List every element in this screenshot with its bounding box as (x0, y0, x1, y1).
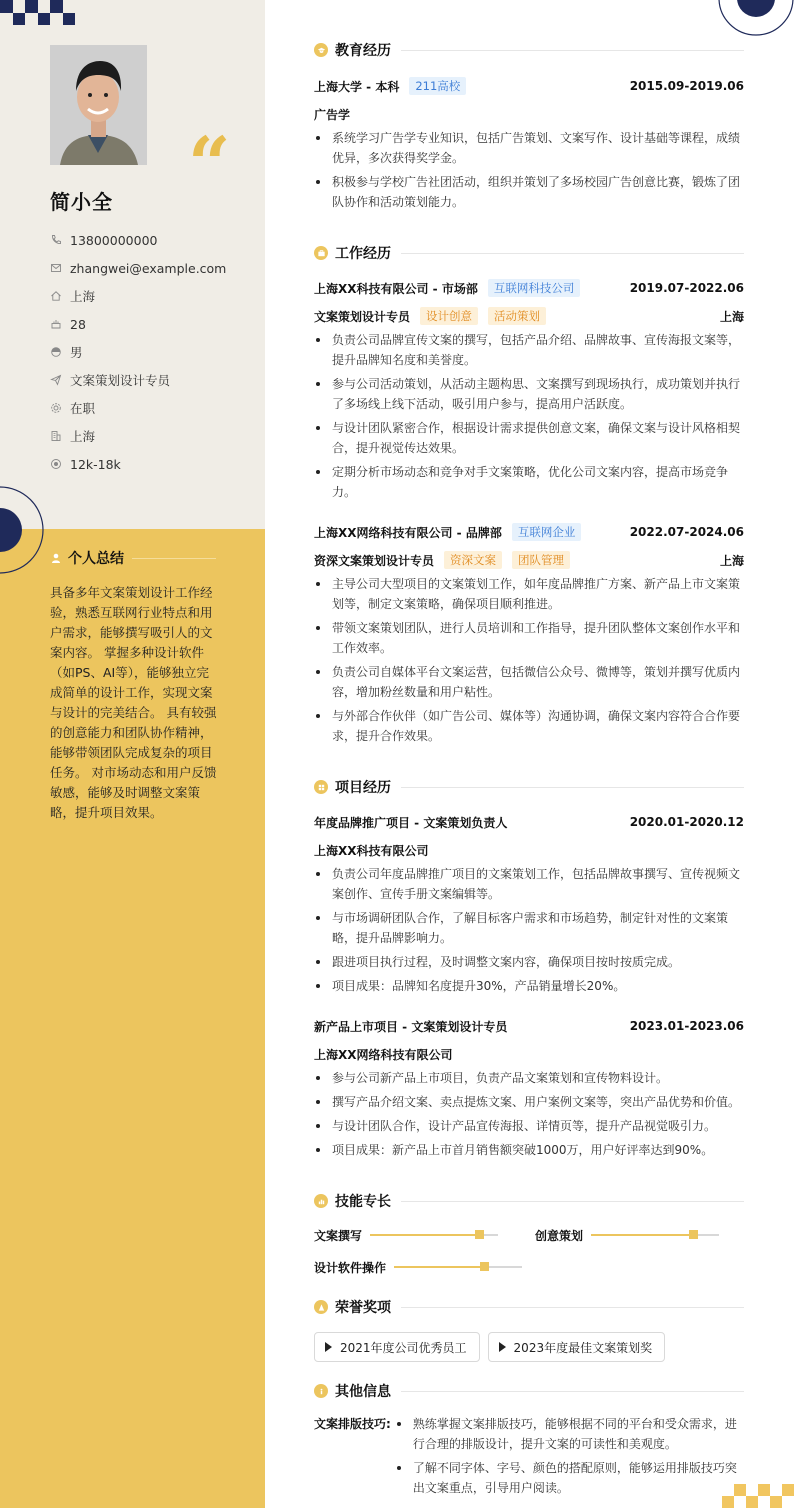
info-target-city: 上海 (50, 422, 226, 450)
play-icon (499, 1342, 506, 1352)
role-tag: 团队管理 (512, 551, 570, 569)
list-item: 参与公司新产品上市项目，负责产品文案策划和宣传物料设计。 (314, 1068, 744, 1088)
home-icon (50, 290, 62, 302)
grid-icon (314, 780, 328, 794)
education-bullets (314, 128, 744, 212)
list-item: 熟练掌握文案排版技巧，能够根据不同的平台和受众需求，进行合理的排版设计，提升文案的可读性和美观度。 (395, 1414, 744, 1454)
education-date: 2015.09-2019.06 (629, 79, 744, 93)
projects-heading: 项目经历 (314, 777, 744, 797)
work-heading: 工作经历 (314, 243, 744, 263)
list-item: 参与公司活动策划，从活动主题构思、文案撰写到现场执行，成功策划并执行了多场线上线下活动，吸引用户参与，提高用户活跃度。 (314, 374, 744, 414)
user-icon (50, 552, 62, 564)
project-entry-2 (314, 1016, 744, 1160)
candidate-name: 简小全 (50, 190, 113, 214)
list-item: 系统学习广告学专业知识，包括广告策划、文案写作、设计基础等课程，成绩优异，多次获得奖学金。 (314, 128, 744, 168)
job-date: 2022.07-2024.06 (629, 525, 744, 539)
award-item: 2021年度公司优秀员工 (314, 1332, 480, 1362)
gear-icon (50, 402, 62, 414)
project-bullets (314, 1068, 744, 1160)
other-bullets (395, 1414, 744, 1502)
info-target-position: 文案策划设计专员 (50, 366, 226, 394)
list-item: 带领文案策划团队，进行人员培训和工作指导，提升团队整体文案创作水平和工作效率。 (314, 618, 744, 658)
info-icon (314, 1384, 328, 1398)
project-entry-1 (314, 812, 744, 996)
medal-icon (314, 1300, 328, 1314)
company-name: 上海XX科技有限公司 - 市场部 (314, 281, 478, 296)
list-item: 与设计团队合作，设计产品宣传海报、详情页等，提升产品视觉吸引力。 (314, 1116, 744, 1136)
project-company: 上海XX网络科技有限公司 (314, 1047, 453, 1062)
info-location: 上海 (50, 282, 226, 310)
contact-info-list (50, 226, 226, 478)
mail-icon (50, 262, 62, 274)
list-item: 定期分析市场动态和竞争对手文案策略，优化公司文案内容，提高市场竞争力。 (314, 462, 744, 502)
summary-heading: 个人总结 (50, 548, 216, 568)
sidebar (0, 0, 265, 1508)
send-icon (50, 374, 62, 386)
skill-bar (394, 1266, 522, 1268)
list-item: 负责公司年度品牌推广项目的文案策划工作，包括品牌故事撰写、宣传视频文案创作、宣传手册文案编辑等。 (314, 864, 744, 904)
company-tag: 互联网科技公司 (488, 279, 581, 297)
skill-bar (370, 1234, 498, 1236)
list-item: 与外部合作伙伴（如广告公司、媒体等）沟通协调，确保文案内容符合合作要求，提升合作效果。 (314, 706, 744, 746)
skills-heading: 技能专长 (314, 1191, 744, 1211)
school-tag: 211高校 (409, 77, 466, 95)
chart-icon (314, 1194, 328, 1208)
other-info (314, 1414, 744, 1502)
job-role: 资深文案策划设计专员 (314, 553, 435, 568)
other-heading: 其他信息 (314, 1381, 744, 1401)
list-item: 跟进项目执行过程，及时调整文案内容，确保项目按时按质完成。 (314, 952, 744, 972)
coin-icon (50, 458, 62, 470)
role-tag: 设计创意 (420, 307, 478, 325)
info-gender: 男 (50, 338, 226, 366)
circle-decoration (0, 485, 44, 575)
education-entry (314, 76, 744, 212)
list-item: 了解不同字体、字号、颜色的搭配原则，能够运用排版技巧突出文案重点，引导用户阅读。 (395, 1458, 744, 1498)
list-item: 项目成果：新产品上市首月销售额突破1000万，用户好评率达到90%。 (314, 1140, 744, 1160)
info-salary: 12k-18k (50, 450, 226, 478)
list-item: 撰写产品介绍文案、卖点提炼文案、用户案例文案等，突出产品优势和价值。 (314, 1092, 744, 1112)
briefcase-icon (314, 246, 328, 260)
graduation-icon (314, 43, 328, 57)
project-bullets (314, 864, 744, 996)
job-location: 上海 (719, 309, 744, 324)
job-bullets (314, 330, 744, 502)
company-tag: 互联网企业 (512, 523, 582, 541)
list-item: 项目成果：品牌知名度提升30%，产品销量增长20%。 (314, 976, 744, 996)
skill-bar (591, 1234, 719, 1236)
avatar (50, 45, 147, 165)
other-label: 文案排版技巧: (314, 1417, 391, 1431)
award-item: 2023年度最佳文案策划奖 (488, 1332, 666, 1362)
awards-heading: 荣誉奖项 (314, 1297, 744, 1317)
skill-item: 创意策划 (535, 1225, 719, 1245)
building-icon (50, 430, 62, 442)
gender-icon (50, 346, 62, 358)
role-tag: 资深文案 (444, 551, 502, 569)
list-item: 积极参与学校广告社团活动，组织并策划了多场校园广告创意比赛，锻炼了团队协作和活动策划能力。 (314, 172, 744, 212)
cake-icon (50, 318, 62, 330)
project-name: 新产品上市项目 - 文案策划设计专员 (314, 1019, 508, 1034)
info-email: zhangwei@example.com (50, 254, 226, 282)
project-date: 2023.01-2023.06 (629, 1019, 744, 1033)
info-age: 28 (50, 310, 226, 338)
major: 广告学 (314, 107, 351, 122)
phone-icon (50, 234, 62, 246)
job-location: 上海 (719, 553, 744, 568)
play-icon (325, 1342, 332, 1352)
skill-item: 设计软件操作 (314, 1257, 522, 1277)
company-name: 上海XX网络科技有限公司 - 品牌部 (314, 525, 502, 540)
work-entry-1 (314, 278, 744, 502)
list-item: 与市场调研团队合作，了解目标客户需求和市场趋势，制定针对性的文案策略，提升品牌影响力。 (314, 908, 744, 948)
list-item: 负责公司品牌宣传文案的撰写，包括产品介绍、品牌故事、宣传海报文案等，提升品牌知名度和美誉度。 (314, 330, 744, 370)
checker-decoration (0, 0, 75, 25)
school-name: 上海大学 - 本科 (314, 79, 400, 94)
skill-item: 文案撰写 (314, 1225, 498, 1245)
education-heading: 教育经历 (314, 40, 744, 60)
work-entry-2 (314, 522, 744, 746)
list-item: 主导公司大型项目的文案策划工作，如年度品牌推广方案、新产品上市文案策划等，制定文案策略，确保项目顺利推进。 (314, 574, 744, 614)
list-item: 与设计团队紧密合作，根据设计需求提供创意文案，确保文案与设计风格相契合，提升视觉传达效果。 (314, 418, 744, 458)
job-role: 文案策划设计专员 (314, 309, 411, 324)
quote-mark-icon: “ (188, 122, 231, 208)
list-item: 负责公司自媒体平台文案运营，包括微信公众号、微博等，策划并撰写优质内容，增加粉丝数量和用户粘性。 (314, 662, 744, 702)
project-name: 年度品牌推广项目 - 文案策划负责人 (314, 815, 508, 830)
role-tag: 活动策划 (488, 307, 546, 325)
info-status: 在职 (50, 394, 226, 422)
skills-list (314, 1225, 744, 1285)
info-phone: 13800000000 (50, 226, 226, 254)
circle-decoration-top (718, 0, 794, 37)
project-company: 上海XX科技有限公司 (314, 843, 429, 858)
job-date: 2019.07-2022.06 (629, 281, 744, 295)
job-bullets (314, 574, 744, 746)
summary-text: 具备多年文案策划设计工作经验，熟悉互联网行业特点和用户需求，能够撰写吸引人的文案内容。 掌握多种设计软件（如PS、AI等），能够独立完成简单的设计工作，实现文案与设计的完美结合。 具有较强的创意能力和团队协作精神，能够带领团队完成复杂的项目任务。 对市场动态和用户反馈敏感，能够及时调整文案策略，提升项目效果。 (50, 585, 217, 820)
project-date: 2020.01-2020.12 (629, 815, 744, 829)
awards-list (314, 1332, 665, 1362)
